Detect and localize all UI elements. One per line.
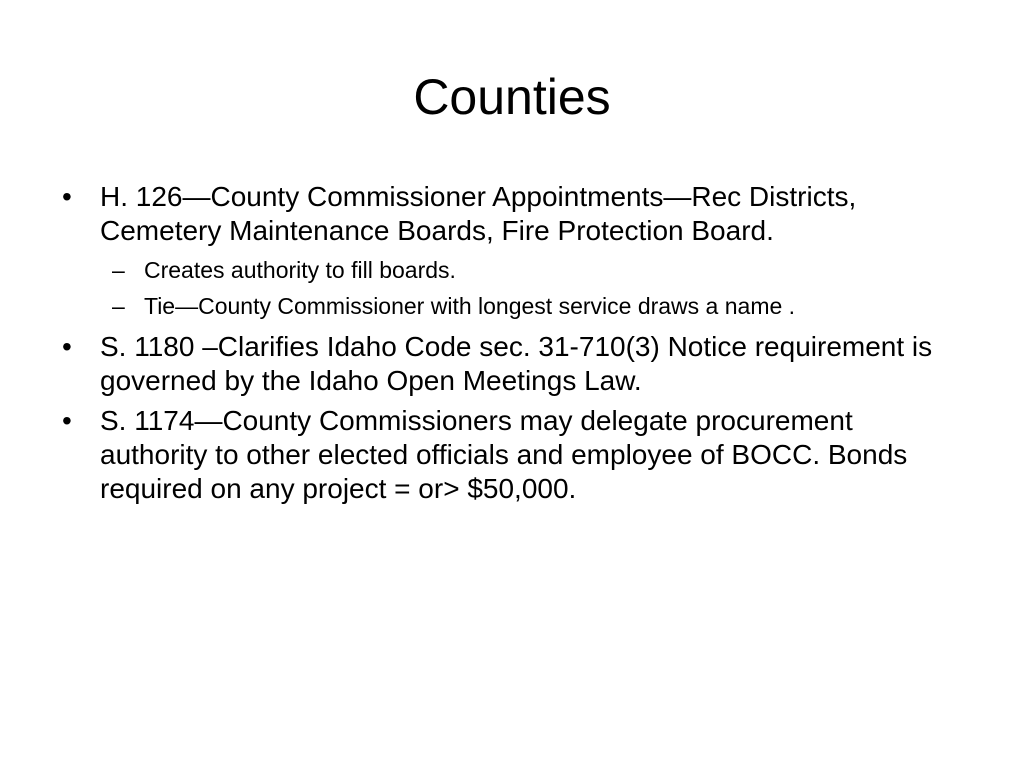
- sub-bullet-text: Tie—County Commissioner with longest service draws a name .: [144, 293, 796, 319]
- bullet-item: [62, 404, 962, 506]
- bullet-item: [62, 330, 962, 398]
- bullet-text: S. 1174—County Commissioners may delegate procurement authority to other elected officials and employee of BOCC. Bonds required on any project = or> $50,000.: [100, 405, 908, 504]
- sub-bullet-list: [100, 252, 962, 324]
- bullet-marker: •: [62, 331, 72, 362]
- bullet-item: [62, 180, 962, 324]
- slide-content: [62, 180, 962, 512]
- bullet-marker: •: [62, 181, 72, 212]
- bullet-text: S. 1180 –Clarifies Idaho Code sec. 31-710(3) Notice requirement is governed by the Idaho Open Meetings Law.: [100, 331, 933, 396]
- sub-bullet-item: [100, 288, 962, 324]
- sub-bullet-text: Creates authority to fill boards.: [144, 257, 456, 283]
- bullet-text: H. 126—County Commissioner Appointments—Rec Districts, Cemetery Maintenance Boards, Fire Protection Board.: [100, 181, 857, 246]
- bullet-list: [62, 180, 962, 506]
- sub-bullet-item: [100, 252, 962, 288]
- slide-title: Counties: [413, 69, 611, 125]
- dash-marker: –: [112, 257, 125, 283]
- bullet-marker: •: [62, 405, 72, 436]
- dash-marker: –: [112, 293, 125, 319]
